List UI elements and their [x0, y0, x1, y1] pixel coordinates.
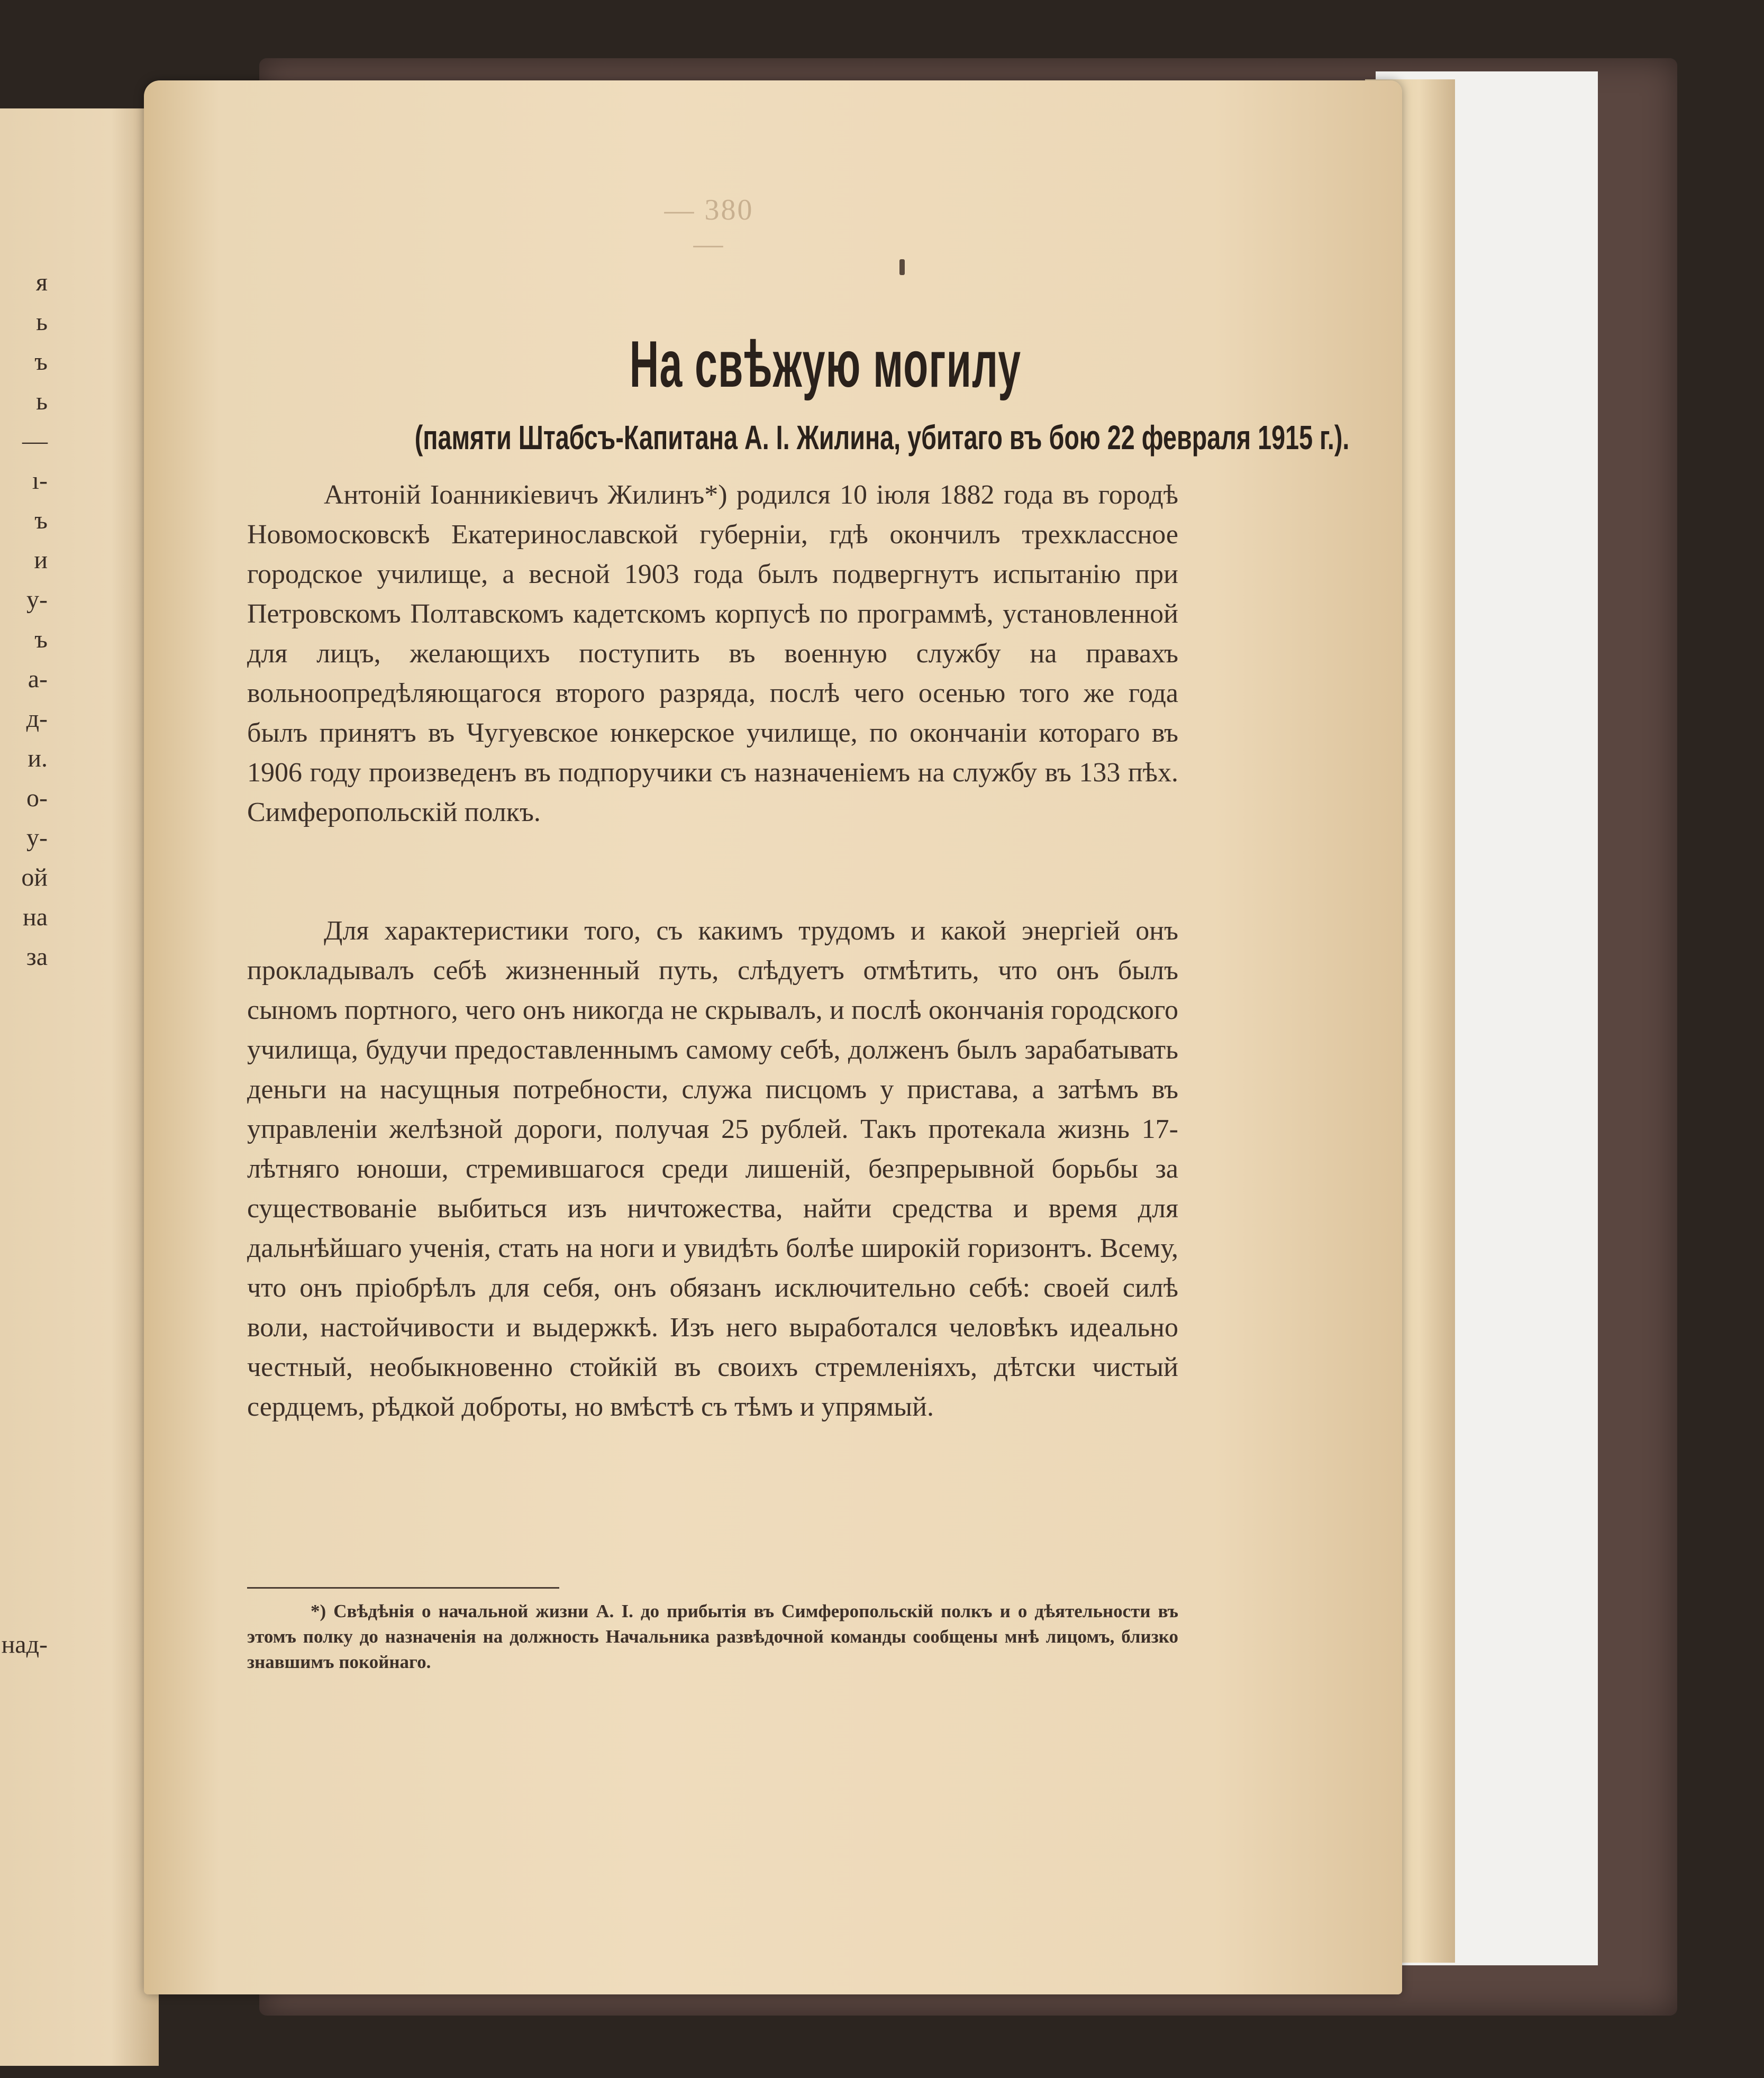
left-page-fragment: и: [34, 546, 48, 574]
article-title: На свѣжую могилу: [629, 328, 1022, 401]
left-page-fragment: ъ: [34, 506, 48, 534]
left-page-fragment: на: [23, 903, 48, 931]
left-page-fragment: над-: [1, 1630, 48, 1658]
left-page: [0, 108, 159, 2066]
left-page-fragment: за: [26, 943, 48, 971]
left-page-fragment: ъ: [34, 348, 48, 376]
left-page-fragment: ı-: [32, 467, 48, 495]
paragraph-2: Для характеристики того, съ какимъ трудомъ и какой энергiей онъ прокладывалъ себѣ жизненный путь, слѣдуетъ отмѣтить, что онъ былъ сыномъ портного, чего онъ никогда не скрывалъ, и послѣ окончанiя городского училища, будучи предоставленнымъ самому себѣ, долженъ былъ зарабатывать деньги на насущныя потребности, служа писцомъ у пристава, а затѣмъ въ управленiи желѣзной дороги, получая 25 рублей. Такъ протекала жизнь 17-лѣтняго юноши, стремившагося среди лишенiй, безпрерывной борьбы за существованiе выбиться изъ ничтожества, найти средства и время для дальнѣйшаго ученiя, стать на ноги и увидѣть болѣе широкiй горизонтъ. Всему, что онъ прiобрѣлъ для себя, онъ обязанъ исключительно себѣ: своей силѣ воли, настойчивости и выдержкѣ. Изъ него выработался человѣкъ идеально честный, необыкновенно стойкiй въ своихъ стремленiяхъ, дѣтски чистый сердцемъ, рѣдкой доброты, но вмѣстѣ съ тѣмъ и упрямый.: [247, 916, 1178, 1422]
left-page-fragment: д-: [26, 705, 48, 733]
left-page-fragment: ь: [36, 387, 48, 415]
footnote: *) Свѣдѣнiя о начальной жизни А. I. до прибытiя въ Симферопольскiй полкъ и о дѣятельности въ этомъ полку до назначенiя на должность Начальника развѣдочной команды сообщены мнѣ лицомъ, близко знавшимъ покойнаго.: [247, 1601, 1178, 1672]
article-subtitle-text: (памяти Штабсъ-Капитана А. I. Жилина, убитаго въ бою 22 февраля 1915 г.).: [414, 418, 1350, 457]
article-subtitle: [0, 418, 1764, 457]
left-page-fragment: у-: [26, 586, 48, 614]
footnote-rule: [247, 1587, 559, 1589]
left-page-fragment: у-: [26, 824, 48, 852]
paragraph-1: Антонiй Іоанникiевичъ Жилинъ*) родился 10 iюля 1882 года въ городѣ Новомосковскѣ Екатеринославской губернiи, гдѣ окончилъ трехклассное городское училище, а весной 1903 года былъ подвергнутъ испытанiю при Петровскомъ Полтавскомъ кадетскомъ корпусѣ по программѣ, установленной для лицъ, желающихъ поступить въ военную службу на правахъ вольноопредѣляющагося второго разряда, послѣ чего осенью того же года былъ принятъ въ Чугуевское юнкерское училище, по окончанiи котораго въ 1906 году произведенъ въ подпоручики съ назначенiемъ на службу въ 133 пѣх. Симферопольскiй полкъ.: [247, 480, 1178, 827]
ink-mark: [899, 259, 905, 275]
left-page-fragment: —: [22, 427, 48, 455]
left-page-fragment: а-: [28, 665, 48, 693]
left-page-fragment: о-: [26, 784, 48, 812]
left-page-fragment: ой: [21, 863, 48, 891]
left-page-fragment: ъ: [34, 625, 48, 653]
left-page-fragment: я: [35, 268, 48, 296]
left-page-fragment: ь: [36, 308, 48, 336]
left-page-fragment: и.: [28, 744, 48, 772]
page-number: — 380 —: [664, 194, 754, 260]
